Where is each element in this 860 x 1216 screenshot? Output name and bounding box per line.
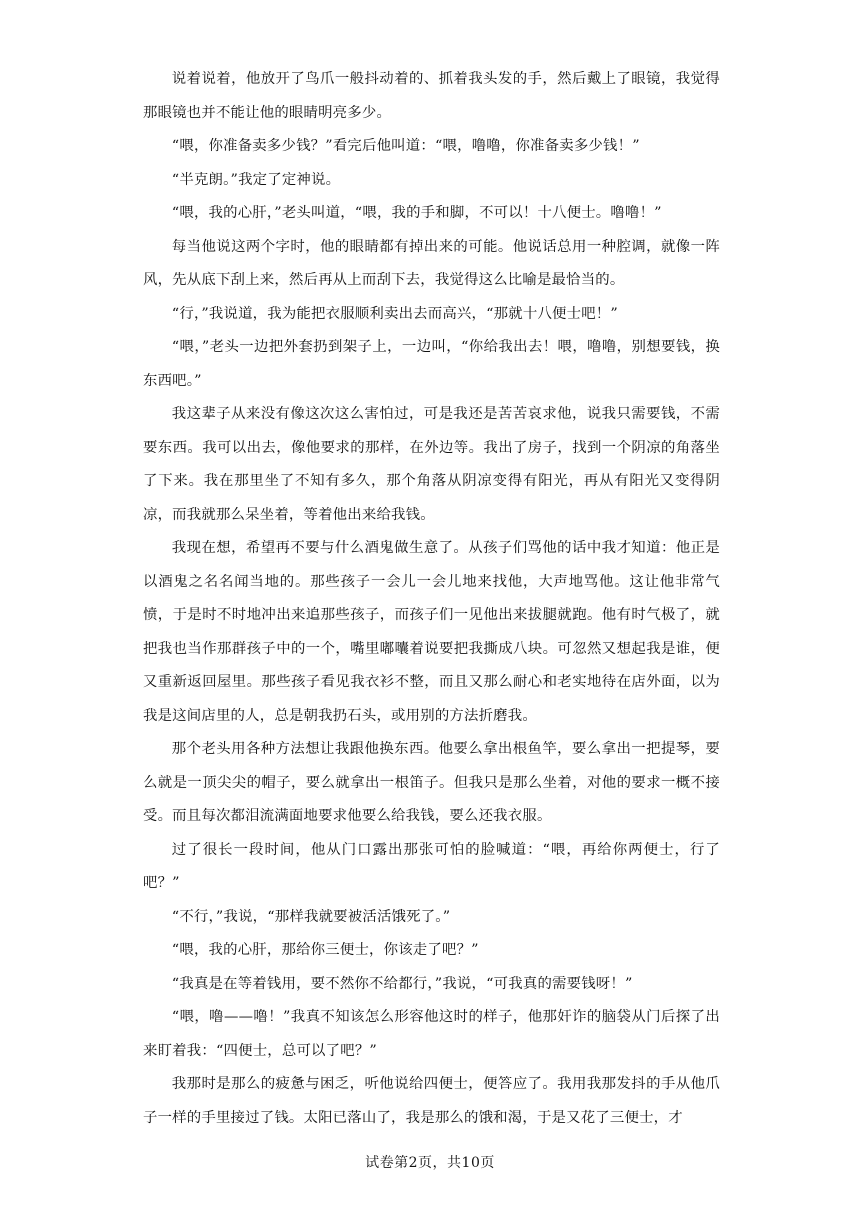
paragraph: 我现在想，希望再不要与什么酒鬼做生意了。从孩子们骂他的话中我才知道：他正是以酒鬼之名名闻当地的。那些孩子一会儿一会儿地来找他，大声地骂他。这让他非常气愤，于是时不时地冲出来追那些孩子，而孩子们一见他出来拔腿就跑。他有时气极了，就把我也当作那群孩子中的一个，嘴里嘟囔着说要把我撕成八块。可忽然又想起我是谁，便又重新返回屋里。那些孩子看见我衣衫不整，而且又那么耐心和老实地待在店外面，以为我是这间店里的人，总是朝我扔石头，或用别的方法折磨我。 bbox=[143, 540, 720, 724]
page-footer: 试卷第2页，共10页 bbox=[365, 1155, 495, 1171]
paragraph: “喂，我的心肝，那给你三便士，你该走了吧？” bbox=[171, 942, 479, 958]
paragraph: 说着说着，他放开了鸟爪一般抖动着的、抓着我头发的手，然后戴上了眼镜，我觉得那眼镜也并不能让他的眼睛明亮多少。 bbox=[143, 71, 720, 121]
paragraph: “不行，”我说，“那样我就要被活活饿死了。” bbox=[171, 908, 451, 925]
paragraph: “喂，我的心肝，”老头叫道，“喂，我的手和脚，不可以！十八便士。噜噜！” bbox=[171, 205, 662, 221]
paragraph: 我那时是那么的疲惫与困乏，听他说给四便士，便答应了。我用我那发抖的手从他爪子一样的手里接过了钱。太阳已落山了，我是那么的饿和渴，于是又花了三便士，才 bbox=[143, 1076, 720, 1126]
article-body bbox=[143, 63, 720, 1135]
paragraph: 每当他说这两个字时，他的眼睛都有掉出来的可能。他说话总用一种腔调，就像一阵风，先从底下刮上来，然后再从上而刮下去，我觉得这么比喻是最恰当的。 bbox=[143, 238, 720, 288]
paragraph: “行，”我说道，我为能把衣服顺利卖出去而高兴，“那就十八便士吧！” bbox=[171, 305, 618, 322]
paragraph: 那个老头用各种方法想让我跟他换东西。他要么拿出根鱼竿，要么拿出一把提琴，要么就是一顶尖尖的帽子，要么就拿出一根笛子。但我只是那么坐着，对他的要求一概不接受。而且每次都泪流满面地要求他要么给我钱，要么还我衣服。 bbox=[143, 741, 720, 824]
paragraph: “喂，噜——噜！”我真不知该怎么形容他这时的样子，他那奸诈的脑袋从门后探了出来盯着我：“四便士，总可以了吧？” bbox=[143, 1009, 720, 1059]
paragraph: 我这辈子从来没有像这次这么害怕过，可是我还是苦苦哀求他，说我只需要钱，不需要东西。我可以出去，像他要求的那样，在外边等。我出了房子，找到一个阴凉的角落坐了下来。我在那里坐了不知有多久，那个角落从阴凉变得有阳光，再从有阳光又变得阴凉，而我就那么呆坐着，等着他出来给我钱。 bbox=[143, 406, 720, 523]
paragraph: “半克朗。”我定了定神说。 bbox=[171, 171, 341, 188]
paragraph: “我真是在等着钱用，要不然你不给都行，”我说，“可我真的需要钱呀！” bbox=[171, 975, 633, 992]
paragraph: “喂，”老头一边把外套扔到架子上，一边叫，“你给我出去！喂，噜噜，别想要钱，换东西吧。” bbox=[143, 339, 720, 389]
paragraph: 过了很长一段时间，他从门口露出那张可怕的脸喊道：“喂，再给你两便士，行了吧？” bbox=[143, 841, 720, 891]
paragraph: “喂，你准备卖多少钱？”看完后他叫道：“喂，噜噜，你准备卖多少钱！” bbox=[171, 138, 640, 154]
